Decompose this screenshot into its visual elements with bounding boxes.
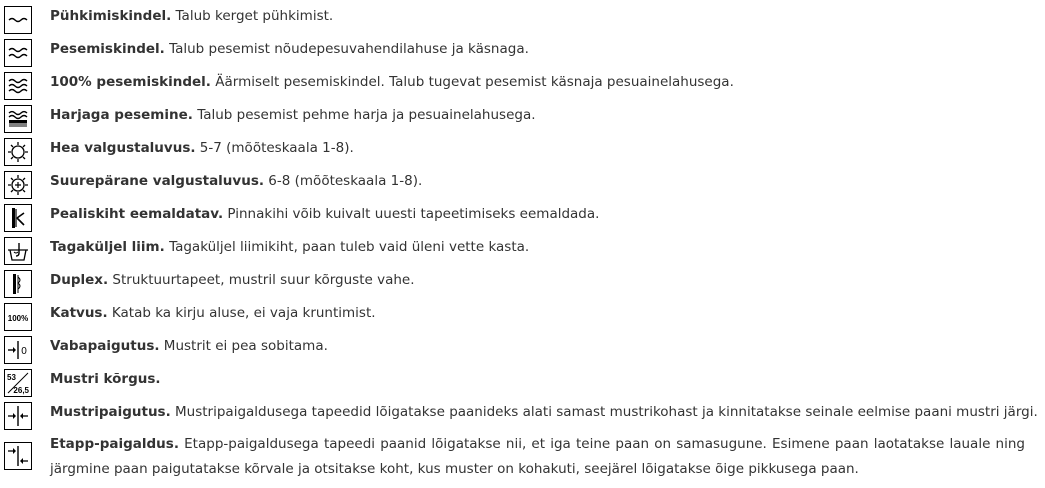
legend-description: Etapp-paigaldusega tapeedi paanid lõigatakse nii, et iga teine paan on samasugune. Esimene paan laotatakse lauale ning järgmine paan paigutatakse kõrvale ja otsitakse koht, kus muster on kohakuti, seejärel lõigatakse õige pikkusega paan. <box>50 436 1025 477</box>
brush-wash-icon <box>4 105 32 133</box>
legend-title: Duplex. <box>50 272 109 288</box>
legend-description: Pinnakihi võib kuivalt uuesti tapeetimiseks eemaldada. <box>227 206 600 222</box>
coverage-100-icon <box>4 303 32 331</box>
icon-label-bottom: 26,5 <box>13 386 29 395</box>
legend-text <box>50 4 1025 29</box>
legend-description: 6-8 (mõõteskaala 1-8). <box>268 173 423 189</box>
legend-title: Pühkimiskindel. <box>50 8 172 24</box>
legend-text <box>50 202 1025 227</box>
legend-text <box>50 235 1025 260</box>
sun-plus-icon <box>4 171 32 199</box>
straight-match-icon <box>4 402 32 430</box>
legend-description: Talub pesemist pehme harja ja pesuainelahusega. <box>197 107 536 123</box>
wave-single-icon <box>4 6 32 34</box>
free-match-icon <box>4 336 32 364</box>
prepasted-icon <box>4 237 32 265</box>
icon-label: 100% <box>7 314 29 323</box>
legend-title: Tagaküljel liim. <box>50 239 165 255</box>
legend-description: Struktuurtapeet, mustril suur kõrguste vahe. <box>112 272 415 288</box>
legend-text <box>50 432 1025 482</box>
legend-text <box>50 334 1025 359</box>
legend-title: Suurepärane valgustaluvus. <box>50 173 264 189</box>
legend-text <box>50 400 1038 425</box>
icon-label: 0 <box>21 346 27 357</box>
wave-double-icon <box>4 39 32 67</box>
duplex-icon <box>4 270 32 298</box>
legend-text <box>50 169 1025 194</box>
offset-match-icon <box>4 442 32 470</box>
legend-description: Äärmiselt pesemiskindel. Talub tugevat pesemist käsnaja pesuainelahusega. <box>215 74 734 90</box>
legend-description: Mustripaigaldusega tapeedid lõigatakse paanideks alati samast mustrikohast ja kinnitatakse seinale eelmise paani mustri järgi. <box>175 404 1038 420</box>
legend-text <box>50 103 1025 128</box>
legend-text <box>50 268 1025 293</box>
legend-description: Talub pesemist nõudepesuvahendilahuse ja käsnaga. <box>169 41 529 57</box>
legend-description: 5-7 (mõõteskaala 1-8). <box>199 140 354 156</box>
legend-title: Mustripaigutus. <box>50 404 171 420</box>
legend-description: Katab ka kirju aluse, ei vaja kruntimist. <box>111 305 376 321</box>
peelable-icon <box>4 204 32 232</box>
legend-title: Mustri kõrgus. <box>50 371 161 387</box>
legend-title: Katvus. <box>50 305 108 321</box>
icon-label-top: 53 <box>7 373 16 382</box>
legend-title: Vabapaigutus. <box>50 338 160 354</box>
legend-title: Pealiskiht eemaldatav. <box>50 206 224 222</box>
legend-text <box>50 136 1025 161</box>
legend-title: 100% pesemiskindel. <box>50 74 211 90</box>
sun-icon <box>4 138 32 166</box>
legend-text <box>50 301 1025 326</box>
legend-title: Etapp-paigaldus. <box>50 436 179 452</box>
legend-text <box>50 70 1025 95</box>
wave-triple-icon <box>4 72 32 100</box>
legend-title: Pesemiskindel. <box>50 41 165 57</box>
legend-title: Harjaga pesemine. <box>50 107 193 123</box>
legend-description: Talub kerget pühkimist. <box>175 8 334 24</box>
legend-title: Hea valgustaluvus. <box>50 140 196 156</box>
legend-description: Mustrit ei pea sobitama. <box>163 338 328 354</box>
legend-text <box>50 37 1025 62</box>
pattern-repeat-icon <box>4 369 32 397</box>
legend-text <box>50 367 1025 392</box>
legend-description: Tagaküljel liimikiht, paan tuleb vaid üleni vette kasta. <box>169 239 530 255</box>
